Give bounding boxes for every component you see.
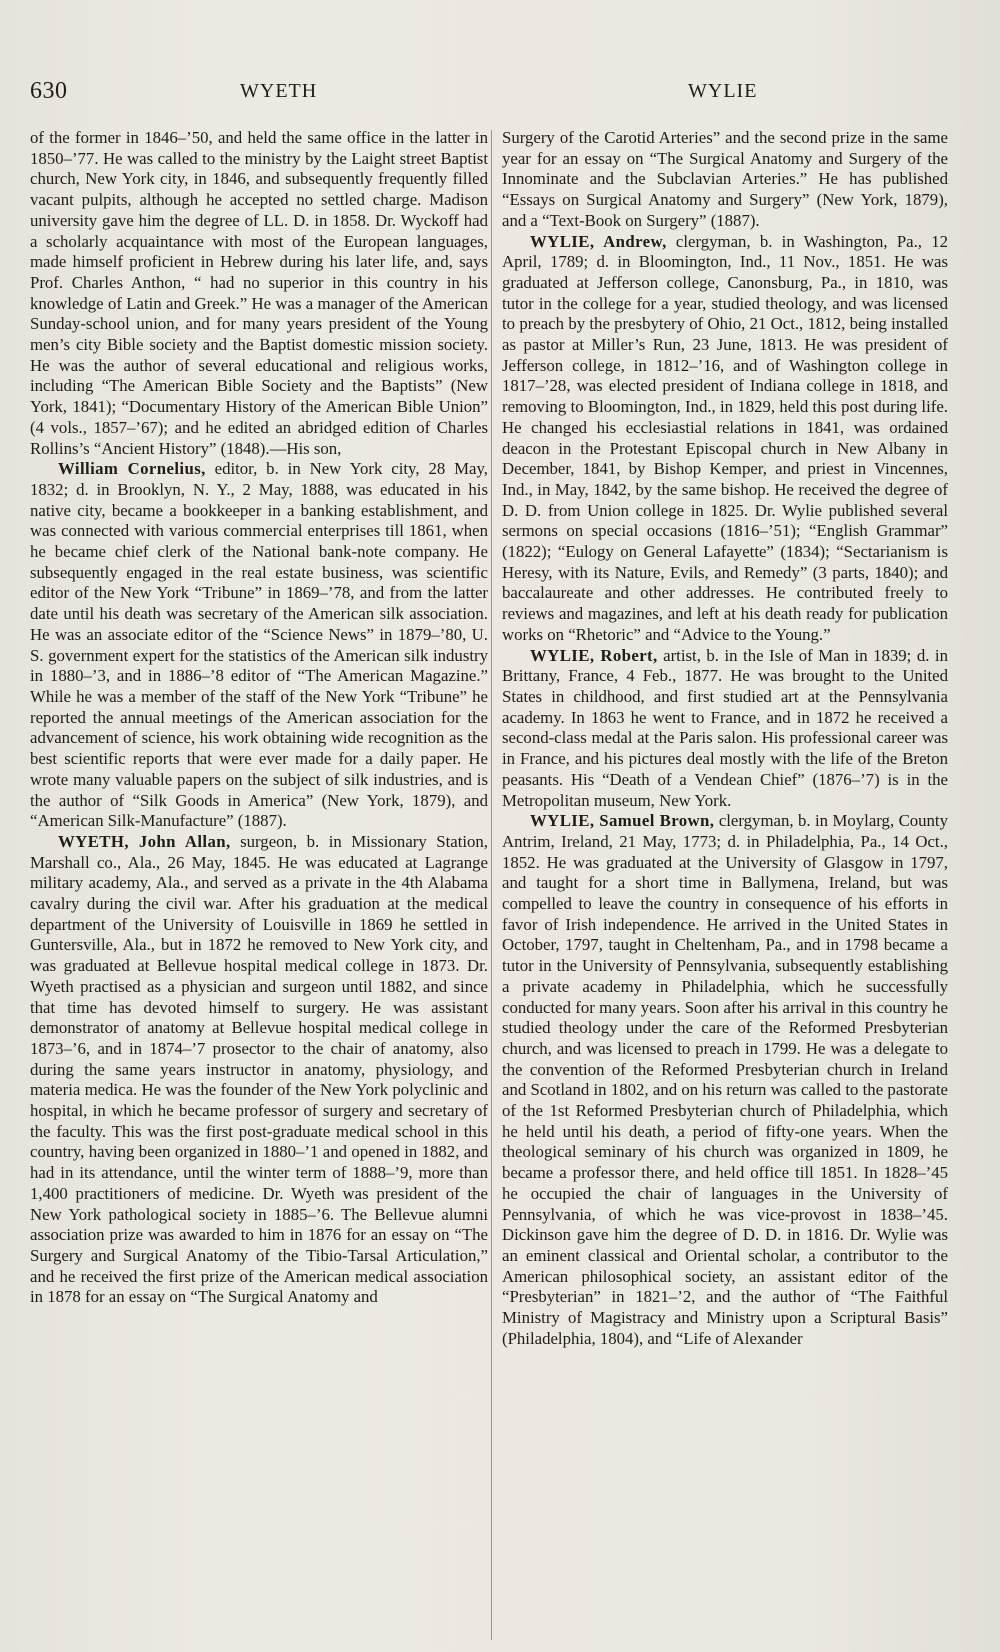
page-number: 630 (30, 78, 68, 104)
entry-name: WYETH, John Allan, (58, 831, 231, 851)
left-column (30, 128, 488, 1308)
continued-paragraph: of the former in 1846–’50, and held the same office in the latter in 1850–’77. He was called to the ministry by the Laight street Baptist church, New York city, in 1846, and subsequently frequently filled vacant pulpits, although he accepted no settled charge. Madison university gave him the degree of LL. D. in 1858. Dr. Wyckoff had a scholarly acquaintance with most of the European languages, made himself proficient in Hebrew during his later life, and, says Prof. Charles Anthon, “ had no superior in this country in his knowledge of Latin and Greek.” He was a manager of the American Sunday-school union, and for many years president of the Young men’s city Bible society and the Baptist domestic mission society. He was the author of several educational and religious works, including “The American Bible Society and the Baptists” (New York, 1841); “Documentary History of the American Bible Union” (4 vols., 1857–’67); and he edited an abridged edition of Charles Rollins’s “Ancient History” (1848).—His son, (30, 128, 488, 458)
entry-name: WYLIE, Samuel Brown, (530, 811, 715, 831)
entry-william-cornelius (30, 459, 488, 832)
entry-name: WYLIE, Andrew, (530, 231, 667, 251)
entry-text: editor, b. in New York city, 28 May, 1832; d. in Brooklyn, N. Y., 2 May, 1888, was educated in his native city, became a bookkeeper in a banking establishment, and was connected with various commercial enterprises till 1861, when he became chief clerk of the National bank-note company. He subsequently engaged in the real estate business, was scientific editor of the New York “Tribune” in 1869–’78, and from the latter date until his death was secretary of the American silk association. He was an associate editor of the “Science News” in 1879–’80, U. S. government expert for the statistics of the American silk industry in 1880–’3, and in 1886–’8 editor of “The American Magazine.” While he was a member of the staff of the New York “Tribune” he reported the annual meetings of the American association for the advancement of science, his work obtaining wide recognition as the best scientific reports that were ever made for a daily paper. He wrote many valuable papers on the subject of silk industries, and is the author of “Silk Goods in America” (New York, 1879), and “American Silk-Manufacture” (1887). (30, 459, 488, 831)
right-column (502, 128, 948, 1349)
entry-text: artist, b. in the Isle of Man in 1839; d. in Brittany, France, 4 Feb., 1877. He was brought to the United States in childhood, and first studied art at the Pennsylvania academy. In 1863 he went to France, and in 1872 he received a second-class medal at the Paris salon. His professional career was in France, and his pictures deal mostly with the life of the Breton peasants. His “Death of a Vendean Chief” (1876–’7) is in the Metropolitan museum, New York. (502, 645, 948, 810)
page-header (30, 78, 970, 110)
running-head-left: WYETH (240, 80, 318, 102)
entry-wylie-robert (502, 646, 948, 812)
running-head-right: WYLIE (688, 80, 758, 102)
entry-wylie-samuel-brown (502, 811, 948, 1349)
column-divider (491, 130, 492, 1640)
entry-wyeth-john-allan (30, 832, 488, 1308)
entry-text: clergyman, b. in Moylarg, County Antrim, Ireland, 21 May, 1773; d. in Philadelphia, Pa., 14 Oct., 1852. He was graduated at the University of Glasgow in 1797, and taught for a short time in Ballymena, Ireland, but was compelled to leave the country in consequence of his efforts in favor of Irish independence. He arrived in the United States in October, 1797, taught in Cheltenham, Pa., and in 1798 became a tutor in the University of Pennsylvania, subsequently establishing a private academy in Philadelphia, which he successfully conducted for many years. Soon after his arrival in this country he studied theology under the care of the Reformed Presbyterian church, and was licensed to preach in 1799. He was a delegate to the convention of the Reformed Presbyterian church in Ireland and Scotland in 1802, and on his return was called to the pastorate of the 1st Reformed Presbyterian church of Philadelphia, which he held until his death, a period of fifty-one years. When the theological seminary of his church was organized in 1809, he became a professor there, and held office till 1851. In 1828–’45 he occupied the chair of languages in the University of Pennsylvania, of which he was vice-provost in 1838–’45. Dickinson gave him the degree of D. D. in 1816. Dr. Wylie was an eminent classical and Oriental scholar, a contributor to the American philosophical society, an assistant editor of the “Presbyterian” in 1821–’2, and the author of “The Faithful Ministry of Magistracy and Ministry upon a Scriptural Basis” (Philadelphia, 1804), and “Life of Alexander (502, 811, 948, 1348)
continued-paragraph: Surgery of the Carotid Arteries” and the second prize in the same year for an essay on “The Surgical Anatomy and Surgery of the Innominate and the Subclavian Arteries.” He has published “Essays on Surgical Anatomy and Surgery” (New York, 1879), and a “Text-Book on Surgery” (1887). (502, 128, 948, 230)
entry-name: WYLIE, Robert, (530, 645, 658, 665)
entry-text: clergyman, b. in Washington, Pa., 12 April, 1789; d. in Bloomington, Ind., 11 Nov., 1851. He was graduated at Jefferson college, Canonsburg, Pa., in 1810, was tutor in the college for a year, studied theology, and was licensed to preach by the presbytery of Ohio, 21 Oct., 1812, being installed as pastor at Miller’s Run, 23 June, 1813. He was president of Jefferson college, in 1812–’16, and of Washington college in 1817–’28, was elected president of Indiana college in 1818, and removing to Bloomington, Ind., in 1829, held this post during life. He changed his ecclesiastial relations in 1841, was ordained deacon in the Protestant Episcopal church in New Albany in December, 1841, by Bishop Kemper, and priest in Vincennes, Ind., in May, 1842, by the same bishop. He received the degree of D. D. from Union college in 1825. Dr. Wylie published several sermons on special occasions (1816–’51); “English Grammar” (1822); “Eulogy on General Lafayette” (1834); “Sectarianism is Heresy, with its Nature, Evils, and Remedy” (3 parts, 1840); and baccalaureate and other addresses. He contributed freely to reviews and magazines, and left at his death ready for publication works on “Rhetoric” and “Advice to the Young.” (502, 231, 948, 644)
entry-wylie-andrew (502, 232, 948, 646)
entry-name: William Cornelius, (58, 459, 206, 479)
entry-text: surgeon, b. in Missionary Station, Marshall co., Ala., 26 May, 1845. He was educated at Lagrange military academy, Ala., and served as a private in the 4th Alabama cavalry during the civil war. After his graduation at the medical department of the University of Louisville in 1869 he settled in Guntersville, Ala., but in 1872 he removed to New York city, and was graduated at Bellevue hospital medical college in 1873. Dr. Wyeth practised as a physician and surgeon until 1882, and since that time has devoted himself to surgery. He was assistant demonstrator of anatomy at Bellevue hospital medical college in 1873–’6, and in 1874–’7 prosector to the chair of anatomy, also during the same years instructor in anatomy, physiology, and materia medica. He was the founder of the New York polyclinic and hospital, in which he became professor of surgery and secretary of the faculty. This was the first post-graduate medical school in this country, having been organized in 1880–’1 and opened in 1882, and had in its attendance, until the winter term of 1888–’9, more than 1,400 practitioners of medicine. Dr. Wyeth was president of the New York pathological society in 1885–’6. The Bellevue alumni association prize was awarded to him in 1876 for an essay on “The Surgery and Surgical Anatomy of the Tibio-Tarsal Articulation,” and he received the first prize of the American medical association in 1878 for an essay on “The Surgical Anatomy and (30, 831, 488, 1307)
